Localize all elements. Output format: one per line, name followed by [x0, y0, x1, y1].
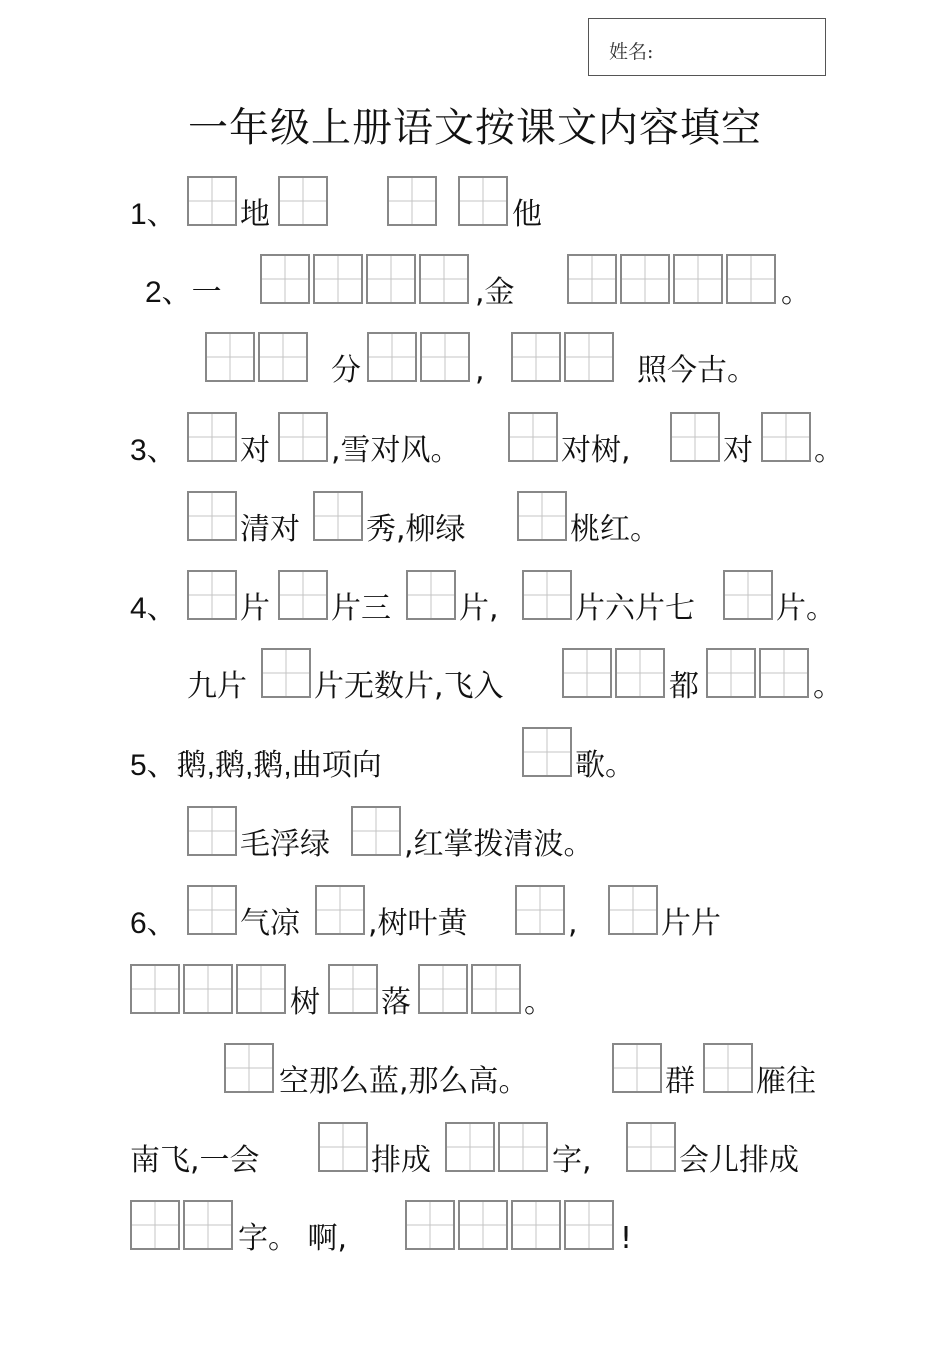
- question-text: 九片: [187, 669, 247, 704]
- question-1-number: 1、: [130, 198, 177, 231]
- answer-box[interactable]: [612, 1043, 662, 1093]
- answer-box[interactable]: [723, 570, 773, 620]
- question-text: 桃红。: [570, 512, 660, 547]
- question-text: 毛浮绿: [240, 827, 330, 862]
- question-text: 。: [524, 985, 554, 1020]
- question-text: 歌。: [575, 748, 635, 783]
- question-text: 对: [723, 433, 753, 468]
- question-6-line-4: [130, 1120, 830, 1178]
- question-5-number: 5、鹅,鹅,鹅,曲项向: [130, 749, 382, 782]
- answer-grid[interactable]: [205, 332, 308, 382]
- question-text: 片。: [776, 591, 836, 626]
- question-6-line-3: [224, 1041, 834, 1099]
- question-text: 气凉: [240, 906, 300, 941]
- answer-box[interactable]: [187, 491, 237, 541]
- question-6-line: [130, 883, 770, 941]
- question-text: 南飞,一会: [130, 1143, 260, 1178]
- answer-box[interactable]: [187, 885, 237, 935]
- name-box[interactable]: [588, 18, 826, 76]
- question-text: 片无数片,飞入: [314, 669, 504, 704]
- answer-box[interactable]: [670, 412, 720, 462]
- answer-box[interactable]: [315, 885, 365, 935]
- question-text: 树: [290, 985, 320, 1020]
- question-text: ,红掌拨清波。: [404, 827, 594, 862]
- answer-grid[interactable]: [445, 1122, 548, 1172]
- answer-grid[interactable]: [706, 648, 809, 698]
- page-title: 一年级上册语文按课文内容填空: [188, 105, 762, 151]
- question-text: 。: [781, 275, 811, 310]
- answer-box[interactable]: [351, 806, 401, 856]
- answer-box[interactable]: [278, 412, 328, 462]
- question-3-line: [130, 410, 850, 468]
- answer-grid[interactable]: [567, 254, 776, 304]
- answer-box[interactable]: [458, 176, 508, 226]
- question-text: 片三: [331, 591, 391, 626]
- question-5-line-2: [187, 804, 747, 862]
- question-4-number: 4、: [130, 592, 177, 625]
- answer-box[interactable]: [187, 412, 237, 462]
- answer-box[interactable]: [278, 176, 328, 226]
- question-text: 片片: [661, 906, 721, 941]
- answer-box[interactable]: [406, 570, 456, 620]
- question-text: 雁往: [756, 1064, 816, 1099]
- answer-box[interactable]: [522, 570, 572, 620]
- question-text: ,: [568, 906, 578, 941]
- answer-box[interactable]: [608, 885, 658, 935]
- answer-box[interactable]: [517, 491, 567, 541]
- question-text: 字,: [552, 1143, 592, 1178]
- answer-box[interactable]: [187, 176, 237, 226]
- question-6-number: 6、: [130, 907, 177, 940]
- question-text: 都: [669, 669, 699, 704]
- question-text: ,: [475, 353, 485, 388]
- question-text: 会儿排成: [679, 1143, 799, 1178]
- answer-grid[interactable]: [405, 1200, 614, 1250]
- answer-box[interactable]: [508, 412, 558, 462]
- answer-box[interactable]: [515, 885, 565, 935]
- question-3-line-2: [187, 489, 687, 547]
- question-text: 他: [512, 197, 542, 232]
- answer-box[interactable]: [328, 964, 378, 1014]
- answer-box[interactable]: [313, 491, 363, 541]
- question-text: ,雪对风。: [331, 433, 461, 468]
- question-4-line: [130, 568, 850, 626]
- question-text: 群: [665, 1064, 695, 1099]
- question-text: 字。 啊,: [238, 1221, 348, 1256]
- answer-grid[interactable]: [418, 964, 521, 1014]
- answer-box[interactable]: [387, 176, 437, 226]
- question-text: ,金: [475, 275, 515, 310]
- question-text: 秀,柳绿: [366, 512, 466, 547]
- answer-box[interactable]: [522, 727, 572, 777]
- question-text: 。: [813, 669, 843, 704]
- answer-grid[interactable]: [130, 1200, 233, 1250]
- answer-box[interactable]: [224, 1043, 274, 1093]
- answer-grid[interactable]: [130, 964, 286, 1014]
- question-text: 排成: [371, 1143, 431, 1178]
- answer-box[interactable]: [761, 412, 811, 462]
- question-5-line: [130, 725, 770, 783]
- question-text: 对: [240, 433, 270, 468]
- question-3-number: 3、: [130, 434, 177, 467]
- question-text: ,树叶黄: [368, 906, 468, 941]
- question-6-line-2: [130, 962, 590, 1020]
- answer-box[interactable]: [703, 1043, 753, 1093]
- question-text: 片六片七: [575, 591, 695, 626]
- question-text: 对树,: [561, 433, 631, 468]
- question-text: 空那么蓝,那么高。: [279, 1064, 529, 1099]
- question-text: 。: [814, 433, 844, 468]
- answer-box[interactable]: [261, 648, 311, 698]
- answer-box[interactable]: [626, 1122, 676, 1172]
- answer-grid[interactable]: [260, 254, 469, 304]
- question-text: 片: [240, 591, 270, 626]
- question-text: 片,: [459, 591, 499, 626]
- question-2-line-2: [205, 330, 825, 388]
- question-text: !: [620, 1221, 633, 1256]
- question-2-line: [145, 252, 825, 310]
- answer-grid[interactable]: [562, 648, 665, 698]
- answer-box[interactable]: [187, 806, 237, 856]
- question-text: 落: [381, 985, 411, 1020]
- question-4-line-2: [187, 646, 847, 704]
- question-1-line: [130, 174, 830, 232]
- question-6-line-5: [130, 1198, 650, 1256]
- question-text: 照今古。: [637, 353, 757, 388]
- question-text: 地: [240, 197, 270, 232]
- question-text: 分: [331, 353, 361, 388]
- question-2-number: 2、一: [145, 276, 222, 309]
- answer-box[interactable]: [278, 570, 328, 620]
- answer-grid[interactable]: [511, 332, 614, 382]
- name-label: 姓名:: [609, 41, 654, 63]
- answer-box[interactable]: [187, 570, 237, 620]
- answer-grid[interactable]: [367, 332, 470, 382]
- question-text: 清对: [240, 512, 300, 547]
- answer-box[interactable]: [318, 1122, 368, 1172]
